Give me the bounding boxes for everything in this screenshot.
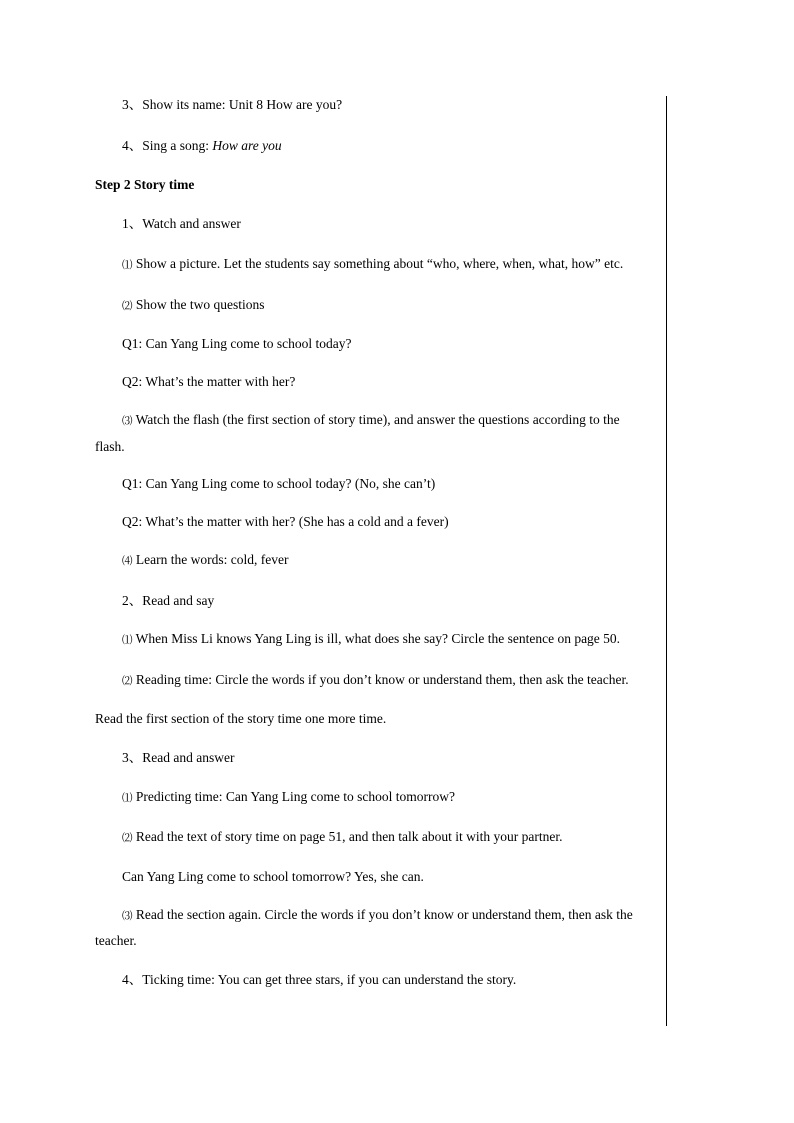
substep-3-1: ⑴ Predicting time: Can Yang Ling come to school tomorrow? [122,789,455,804]
right-margin-rule [666,96,667,1026]
step2-heading: Step 2 Story time [95,177,195,192]
substep-3-3: ⑶ Read the section again. Circle the words if you don’t know or understand them, then ask the [122,907,633,922]
substep-1-3-continued: flash. [95,439,125,454]
step2-item-1: 1、Watch and answer [122,216,241,231]
song-title: How are you [212,138,282,153]
substep-3-2: ⑵ Read the text of story time on page 51, and then talk about it with your partner. [122,829,563,844]
substep-3-3-continued: teacher. [95,933,137,948]
answer-1: Q1: Can Yang Ling come to school today? (No, she can’t) [122,476,436,491]
substep-2-2: ⑵ Reading time: Circle the words if you don’t know or understand them, then ask the teacher. [122,672,629,687]
step2-item-3: 3、Read and answer [122,750,235,765]
step2-item-4: 4、Ticking time: You can get three stars, if you can understand the story. [122,972,517,987]
question-1: Q1: Can Yang Ling come to school today? [122,336,352,351]
substep-2-2-continued: Read the first section of the story time one more time. [95,711,387,726]
substep-1-1: ⑴ Show a picture. Let the students say something about “who, where, when, what, how” etc. [122,256,624,271]
substep-1-3: ⑶ Watch the flash (the first section of story time), and answer the questions according to the [122,412,620,427]
step1-item-4: 4、Sing a song: How are you [122,138,282,153]
question-2: Q2: What’s the matter with her? [122,374,296,389]
substep-2-1: ⑴ When Miss Li knows Yang Ling is ill, what does she say? Circle the sentence on page 50. [122,631,621,646]
step1-item-3: 3、Show its name: Unit 8 How are you? [122,97,343,112]
step2-item-2: 2、Read and say [122,593,215,608]
substep-1-2: ⑵ Show the two questions [122,297,265,312]
answer-2: Q2: What’s the matter with her? (She has a cold and a fever) [122,514,449,529]
substep-1-4: ⑷ Learn the words: cold, fever [122,552,289,567]
dialogue-line: Can Yang Ling come to school tomorrow? Yes, she can. [122,869,424,884]
